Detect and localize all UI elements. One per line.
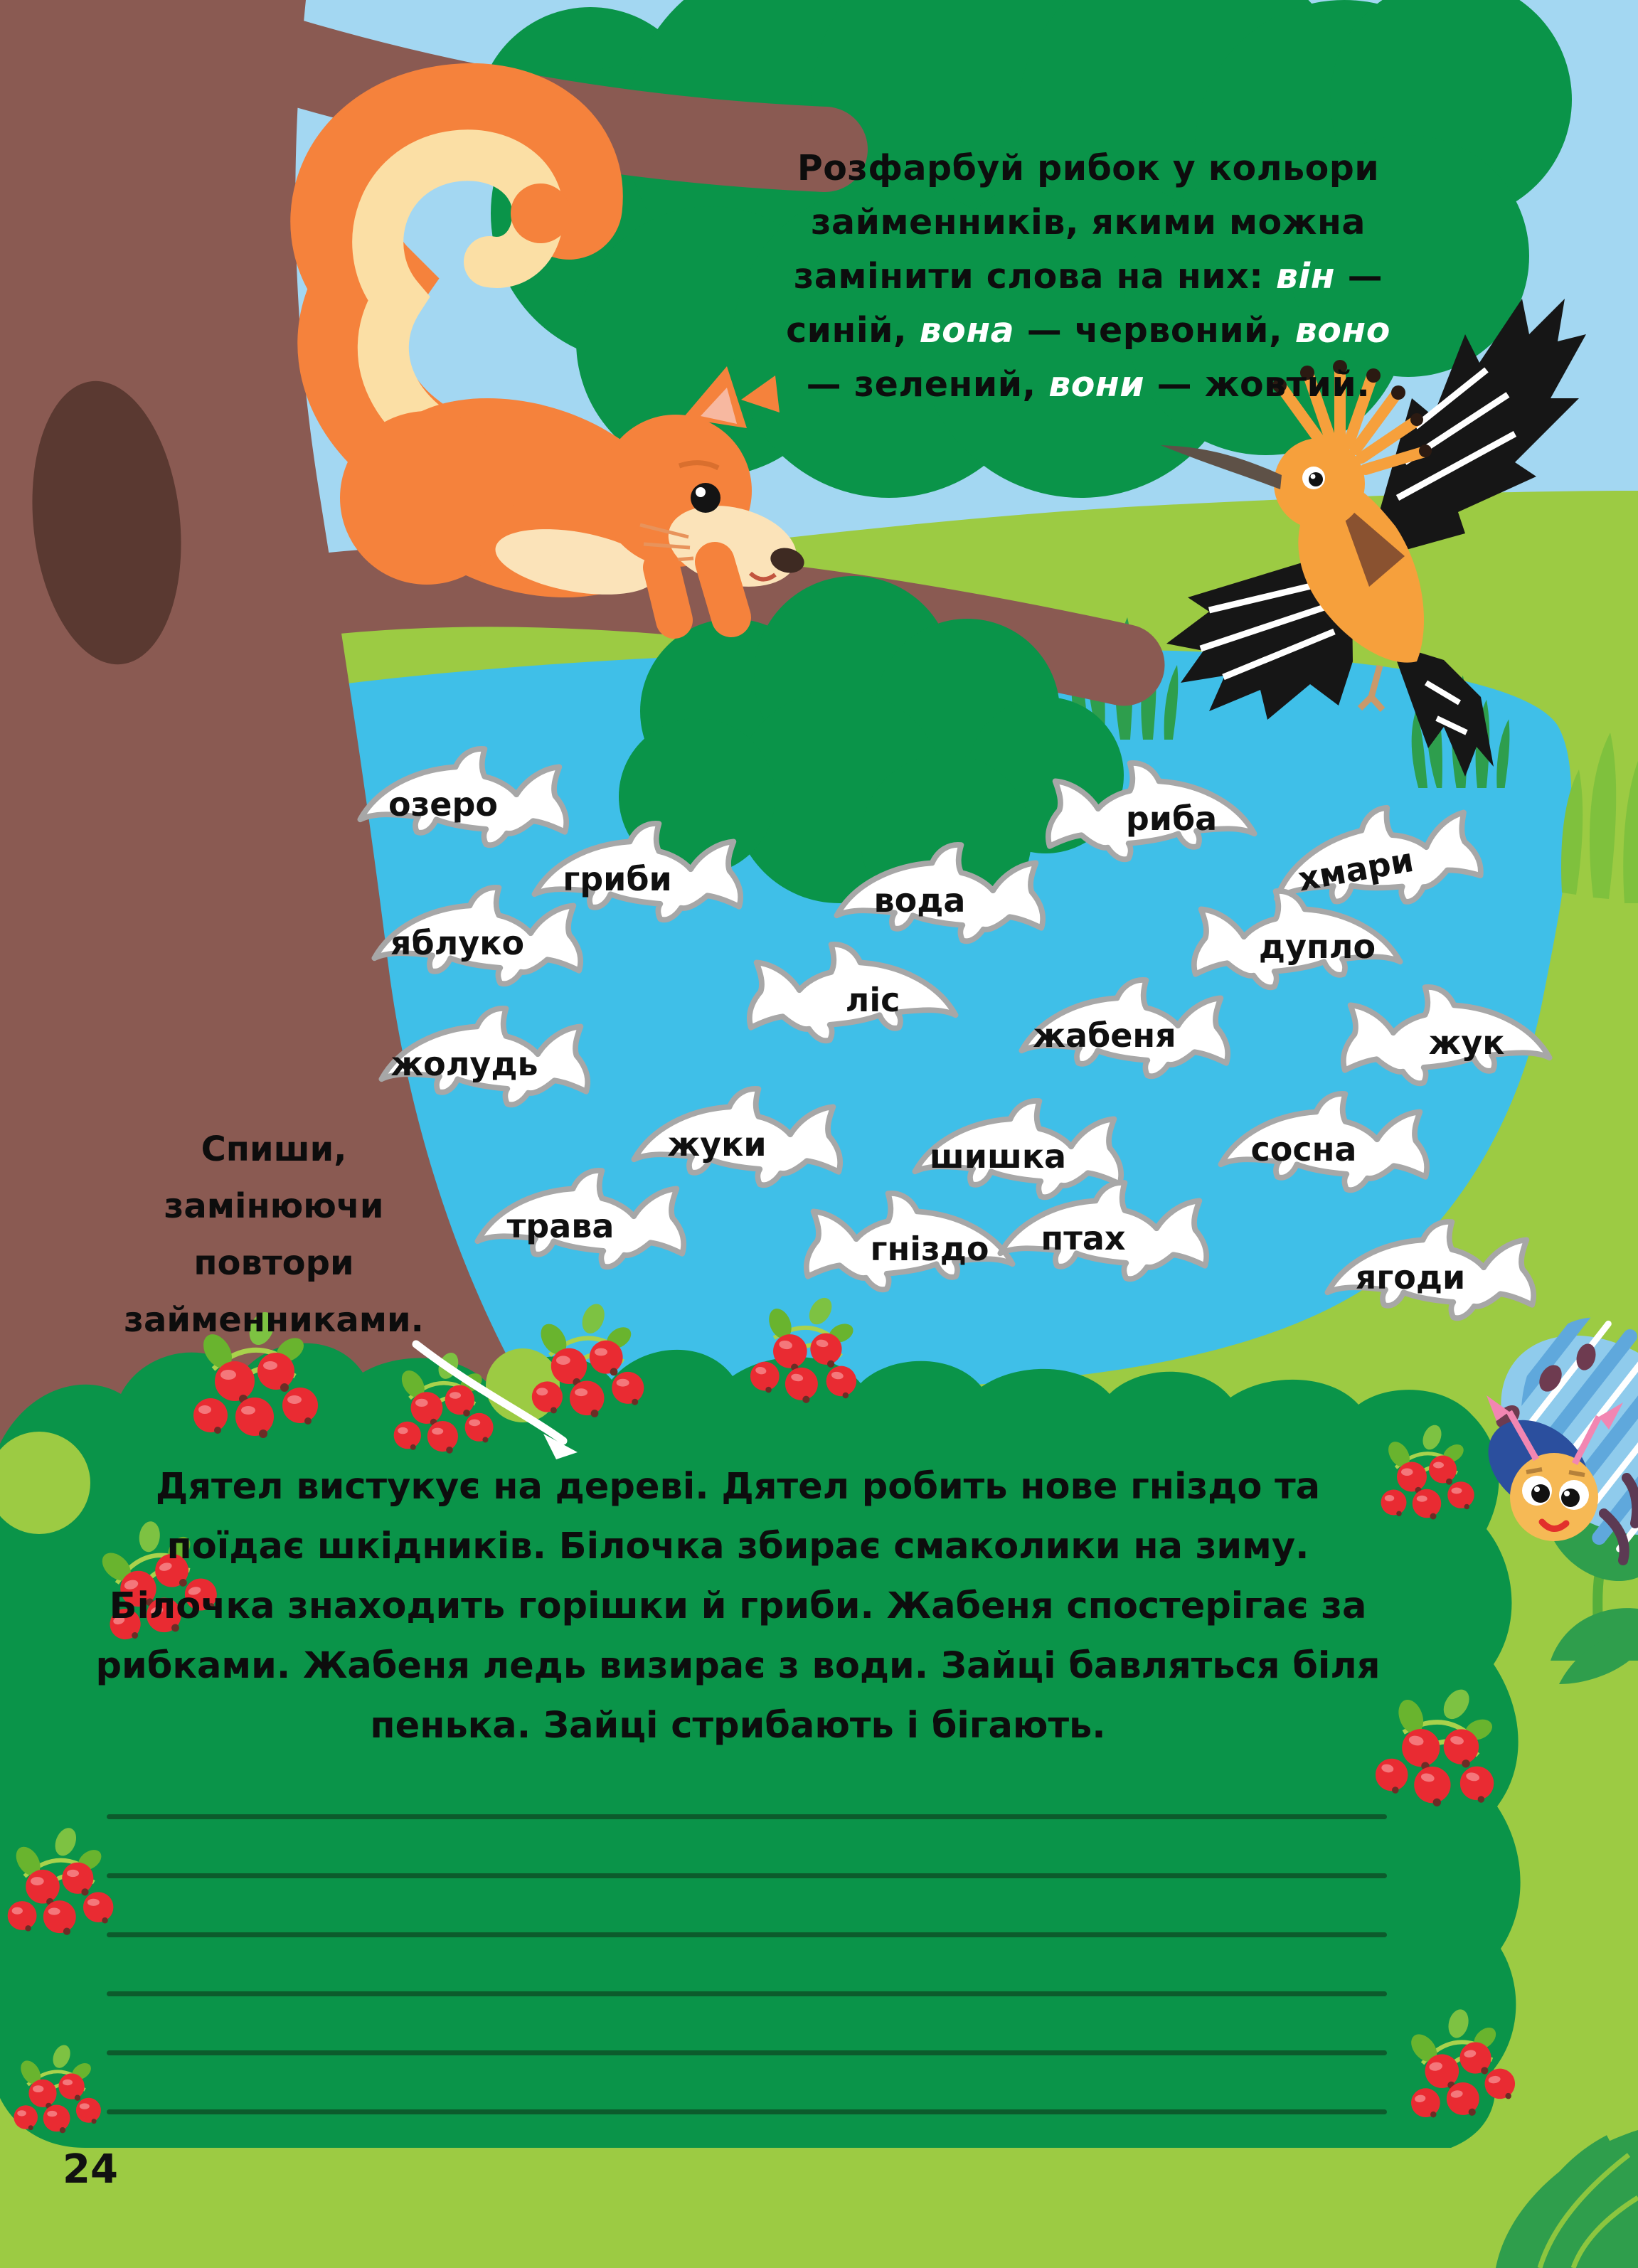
- page-number: 24: [63, 2146, 118, 2193]
- fish-word[interactable]: [722, 933, 971, 1086]
- fish-word-label: яблуко: [390, 923, 525, 962]
- writing-line[interactable]: [107, 1814, 1387, 1819]
- fish-word-label: озеро: [388, 784, 499, 824]
- fish-word[interactable]: [985, 1171, 1234, 1324]
- fish-word-label: жуки: [667, 1124, 767, 1164]
- writing-line[interactable]: [107, 1873, 1387, 1878]
- fish-word-label: дупло: [1258, 927, 1376, 966]
- instruction-segment: Розфарбуй рибок у кольори займенників, якими можна замінити слова на них:: [793, 148, 1380, 297]
- fish-word-label: вода: [873, 880, 966, 920]
- pronoun-vony: вони: [1048, 364, 1145, 405]
- instruction-segment: — зелений,: [806, 364, 1049, 405]
- instruction-text: [765, 142, 1412, 412]
- fish-word-label: трава: [506, 1206, 615, 1245]
- fish-word-label: сосна: [1250, 1129, 1357, 1168]
- instruction-segment: — червоний,: [1014, 310, 1295, 351]
- pronoun-vono: воно: [1294, 310, 1390, 351]
- writing-line[interactable]: [107, 2109, 1387, 2114]
- instruction-segment: — синій,: [786, 256, 1383, 351]
- pronoun-vin: він: [1275, 256, 1336, 297]
- exercise-paragraph: Дятел вистукує на дереві. Дятел робить нове гніздо та поїдає шкідників. Білочка збирає смаколики на зиму. Білочка знаходить горішки й гриби. Жабеня спостерігає за рибками. Жабеня ледь визирає з води. Зайці бавляться біля пенька. Зайці стрибають і бігають.: [95, 1466, 1381, 1747]
- writing-line[interactable]: [107, 1991, 1387, 1996]
- fish-word[interactable]: [1312, 1210, 1561, 1363]
- fish-word-label: шишка: [929, 1136, 1067, 1176]
- fish-word-label: ліс: [845, 980, 900, 1019]
- fish-word-label: птах: [1041, 1218, 1126, 1257]
- pronoun-vona: вона: [919, 310, 1015, 351]
- writing-line[interactable]: [107, 2050, 1387, 2055]
- instruction-segment: — жовтий.: [1144, 364, 1371, 405]
- fish-word-label: ягоди: [1355, 1257, 1466, 1297]
- fish-word[interactable]: [366, 997, 615, 1150]
- fish-word-label: жолудь: [390, 1044, 538, 1083]
- fish-word-label: гніздо: [870, 1229, 989, 1268]
- side-note: Спиши, замінюючи повтори займенниками.: [124, 1129, 424, 1340]
- fish-word[interactable]: [462, 1159, 711, 1312]
- fish-word-label: гриби: [563, 859, 672, 898]
- writing-line[interactable]: [107, 1932, 1387, 1937]
- fish-word-label: жук: [1428, 1023, 1505, 1062]
- fish-word-label: хмари: [1294, 840, 1417, 898]
- fish-word-label: риба: [1125, 799, 1218, 838]
- fish-word-label: жабеня: [1033, 1016, 1176, 1055]
